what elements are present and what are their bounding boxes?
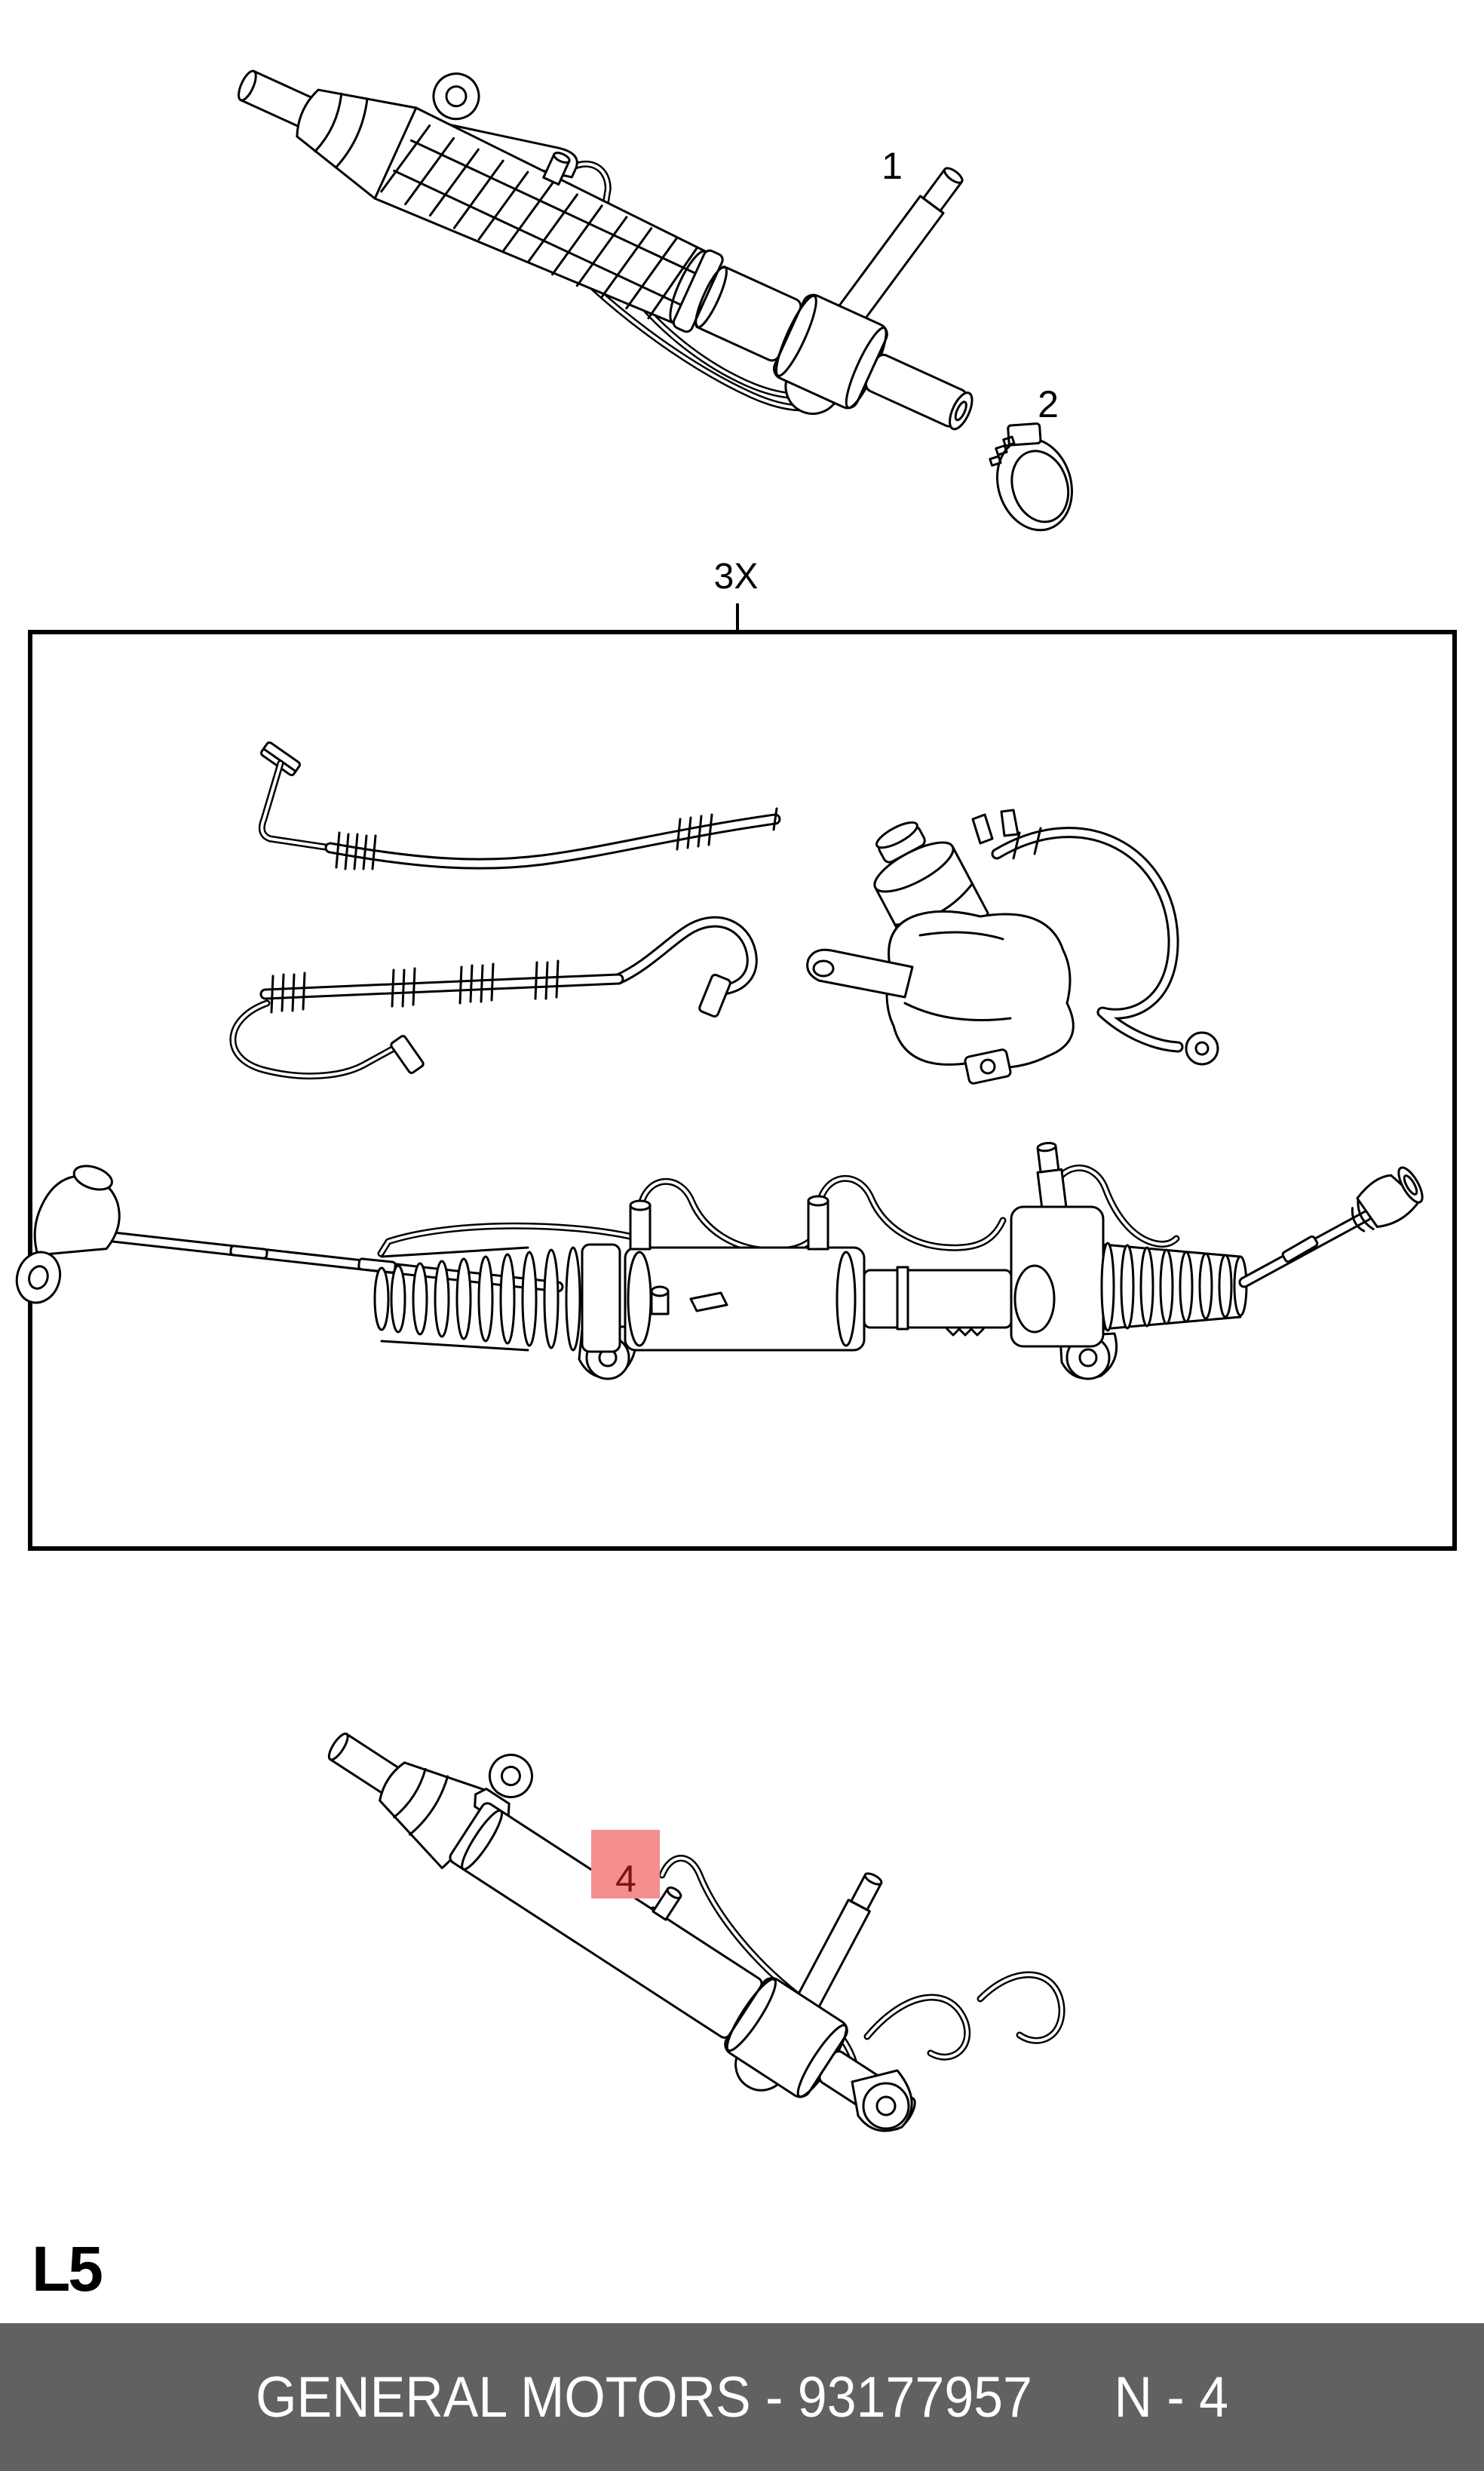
return-hose-drawing [260,741,777,869]
footer-brand-part-number: GENERAL MOTORS - 93177957 [256,2365,1032,2430]
page-code: L5 [32,2233,102,2304]
steering-gear-part4-drawing [300,1588,1062,2169]
quantity-label: 3X [713,557,759,597]
pressure-hose-drawing [233,922,752,1076]
callout-part-2[interactable]: 2 [1038,383,1059,425]
pump-reservoir-drawing [808,808,1218,1084]
highlighted-callout-part-4[interactable] [591,1830,660,1900]
clamp-drawing [980,412,1084,539]
rack-assembly-drawing [11,1142,1430,1379]
callout-part-1[interactable]: 1 [882,145,903,187]
footer-bar [0,2323,1484,2471]
steering-gear-top-drawing [212,0,1084,540]
callout-part-4[interactable]: 4 [615,1858,636,1900]
ring-terminal [1186,1033,1218,1064]
footer-page-ref: N - 4 [1114,2365,1228,2430]
input-shaft [837,163,967,325]
kit-box [30,632,1455,1549]
